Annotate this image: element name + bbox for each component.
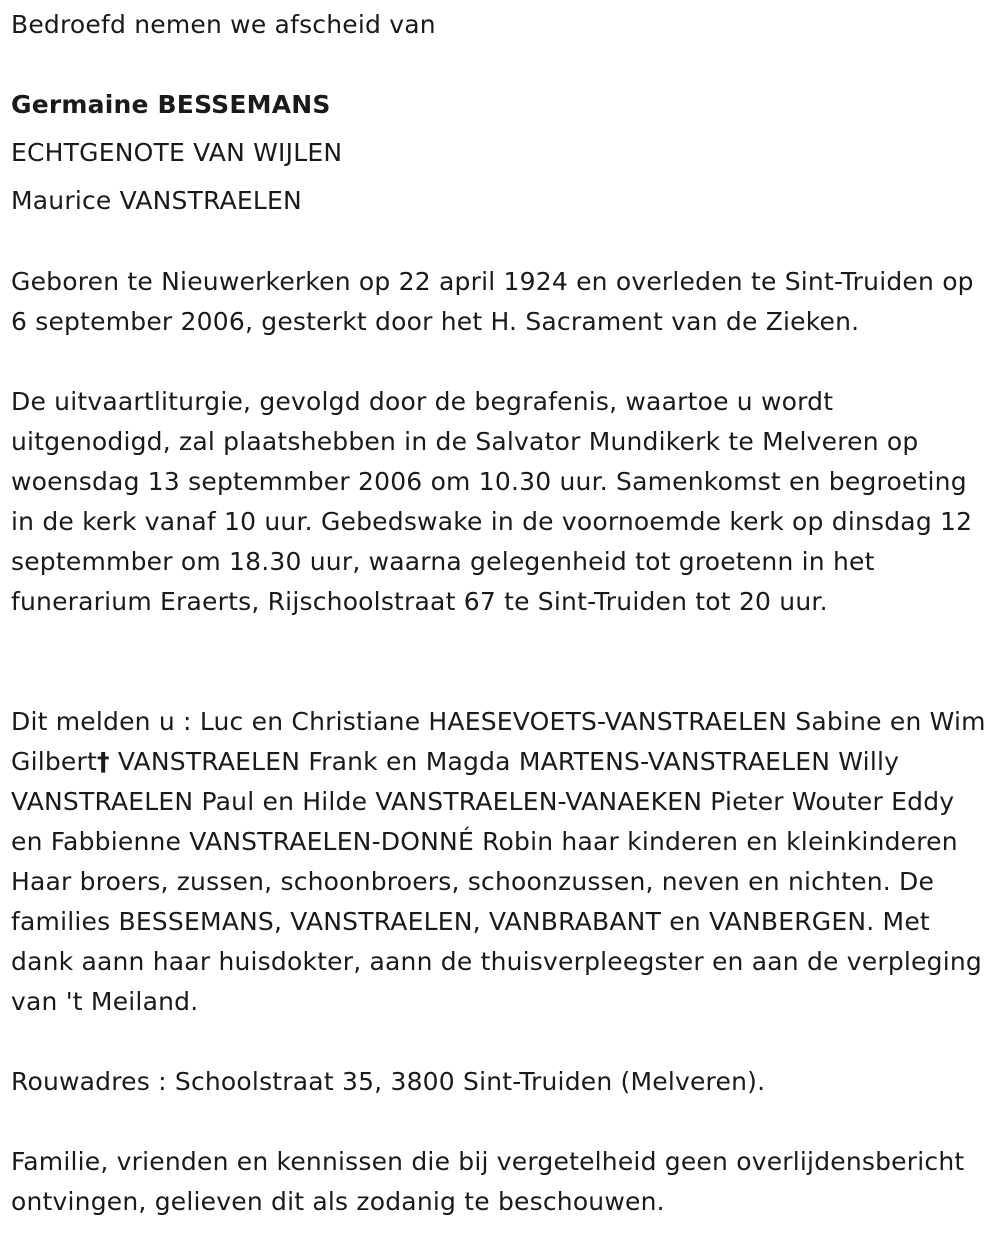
intro-line: Bedroefd nemen we afscheid van xyxy=(11,10,436,39)
name-block xyxy=(11,88,342,232)
family-text-part2: VANSTRAELEN Frank en Magda MARTENS-VANSTRAELEN Willy VANSTRAELEN Paul en Hilde VANSTRAELEN-VANAEKEN Pieter Wouter Eddy en Fabbienne VANSTRAELEN-DONNÉ Robin haar kinderen en kleinkinderen Haar broers, zussen, schoonbroers, schoonzussen, neven en nichten. De families BESSEMANS, VANSTRAELEN, VANBRABANT en VANBERGEN. Met dank aann haar huisdokter, aann de thuisverpleegster en aan de verpleging van 't Meiland. xyxy=(11,747,982,1016)
cross-icon: † xyxy=(97,747,110,776)
closing-paragraph: Familie, vrienden en kennissen die bij vergetelheid geen overlijdensbericht ontvingen, gelieven dit als zodanig te beschouwen. xyxy=(11,1147,965,1216)
birth-death-paragraph: Geboren te Nieuwerkerken op 22 april 1924 en overleden te Sint-Truiden op 6 september 2006, gesterkt door het H. Sacrament van de Zieken. xyxy=(11,267,974,336)
funeral-paragraph: De uitvaartliturgie, gevolgd door de begrafenis, waartoe u wordt uitgenodigd, zal plaatshebben in de Salvator Mundikerk te Melveren op woensdag 13 septemmber 2006 om 10.30 uur. Samenkomst en begroeting in de kerk vanaf 10 uur. Gebedswake in de voornoemde kerk op dinsdag 12 septemmber om 18.30 uur, waarna gelegenheid tot groetenn in het funerarium Eraerts, Rijschoolstraat 67 te Sint-Truiden tot 20 uur. xyxy=(11,387,973,616)
deceased-name: Germaine BESSEMANS xyxy=(11,90,331,119)
relation-line: ECHTGENOTE VAN WIJLEN xyxy=(11,138,343,167)
spouse-name: Maurice VANSTRAELEN xyxy=(11,186,302,215)
family-paragraph xyxy=(11,702,986,1022)
family-text-part1: Dit melden u : Luc en Christiane HAESEVOETS-VANSTRAELEN Sabine en Wim Gilbert xyxy=(11,707,986,776)
mourning-address: Rouwadres : Schoolstraat 35, 3800 Sint-Truiden (Melveren). xyxy=(11,1067,766,1096)
